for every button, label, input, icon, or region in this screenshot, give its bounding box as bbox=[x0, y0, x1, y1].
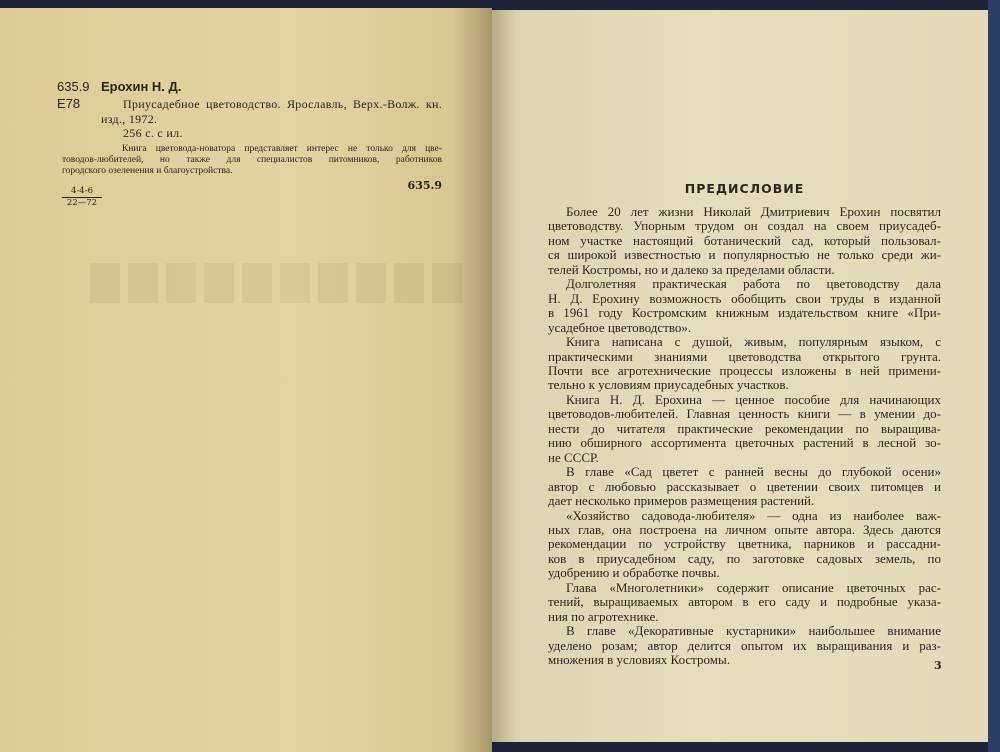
text-line: рекомендации по устройству цветника, парников и рассадни- bbox=[548, 536, 941, 552]
text-line: телей Костромы, но и далеко за пределами области. bbox=[548, 261, 835, 277]
text-line: тений, выращиваемых автором в его саду и подробные указа- bbox=[548, 594, 941, 610]
code-top: 4-4-6 bbox=[62, 186, 102, 198]
text-line: не СССР. bbox=[548, 449, 599, 465]
annotation-line: Книга цветовода-новатора представляет интерес не только для цве- bbox=[122, 144, 442, 154]
text-line: цветоводов-любителей. Главная ценность книги — в умении до- bbox=[548, 406, 941, 422]
text-line: Н. Д. Ерохину возможность обобщить свои труды в изданной bbox=[548, 290, 941, 306]
text-line: Более 20 лет жизни Николай Дмитриевич Ерохин посвятил bbox=[566, 204, 941, 219]
bleed-through-title bbox=[90, 263, 470, 303]
text-line: ном участке настоящий ботанический сад, который пользовал- bbox=[548, 232, 941, 248]
paragraph bbox=[548, 277, 941, 335]
classification-bottom: 635.9 bbox=[407, 179, 442, 192]
text-line: уделено розам; автор делится опытом их выращивания и раз- bbox=[548, 637, 941, 653]
text-line: «Хозяйство садовода-любителя» — одна из наиболее важ- bbox=[566, 507, 941, 523]
text-line: в 1961 году Костромским книжным издательством книге «При- bbox=[548, 305, 941, 321]
paragraph bbox=[548, 393, 941, 465]
text-line: нести до читателя практические рекомендации по выращива- bbox=[548, 420, 941, 436]
catalog-card bbox=[57, 78, 442, 208]
classification: 635.9 bbox=[57, 79, 90, 94]
code-bottom: 22—72 bbox=[66, 198, 98, 208]
page-number: 3 bbox=[934, 659, 942, 672]
text-line: Долголетняя практическая работа по цветоводству дала bbox=[566, 276, 941, 292]
text-line: Книга написана с душой, живым, популярным языком, с bbox=[566, 334, 941, 350]
preface-text bbox=[548, 205, 941, 668]
text-line: практическими знаниями цветоводства открытого грунта. bbox=[548, 348, 941, 364]
text-line: цветоводству. Упорным трудом он создал на своем приусадеб- bbox=[548, 218, 941, 234]
title-line: изд., 1972. bbox=[101, 112, 158, 126]
text-line: дает несколько примеров размещения растений. bbox=[548, 493, 815, 509]
text-line: ся широкой известностью и популярностью не только среди жи- bbox=[548, 247, 941, 263]
annotation-line: товодов-любителей, но также для специалистов питомников, работников bbox=[62, 155, 442, 165]
paragraph bbox=[548, 465, 941, 508]
annotation-line: городского озеленения и благоустройства. bbox=[62, 166, 233, 176]
text-line: В главе «Сад цветет с ранней весны до глубокой осени» bbox=[566, 464, 941, 480]
text-line: автор с любовью рассказывает о цветении своих питомцев и bbox=[548, 478, 941, 494]
preface-heading: ПРЕДИСЛОВИЕ bbox=[684, 181, 805, 196]
author: Ерохин Н. Д. bbox=[101, 79, 182, 94]
text-line: множения в условиях Костромы. bbox=[548, 652, 730, 668]
catalog-code bbox=[62, 186, 102, 209]
paragraph bbox=[548, 624, 941, 667]
text-line: Глава «Многолетники» содержит описание цветочных рас- bbox=[566, 579, 941, 595]
text-line: ков в приусадебном саду, по заготовке садовых земель, по bbox=[548, 550, 941, 566]
text-line: удобрению и обработке почвы. bbox=[548, 565, 720, 581]
text-line: ных глав, она построена на личном опыте автора. Здесь даются bbox=[548, 521, 941, 537]
text-line: В главе «Декоративные кустарники» наибольшее внимание bbox=[566, 623, 941, 639]
paragraph bbox=[548, 335, 941, 393]
text-line: Книга Н. Д. Ерохина — ценное пособие для начинающих bbox=[566, 391, 941, 407]
book-cover-edge bbox=[988, 0, 1000, 752]
text-line: тельно к условиям приусадебных участков. bbox=[548, 377, 789, 393]
pages: 256 с. с ил. bbox=[123, 126, 183, 140]
text-line: усадебное цветоводство». bbox=[548, 319, 692, 335]
paragraph bbox=[548, 205, 941, 277]
text-line: ния по агротехнике. bbox=[548, 608, 659, 624]
paragraph bbox=[548, 581, 941, 624]
author-mark: Е78 bbox=[57, 96, 81, 111]
text-line: Почти все агротехнические процессы изложены в ней примени- bbox=[548, 362, 941, 378]
paragraph bbox=[548, 509, 941, 581]
text-line: нию обширного ассортимента цветочных растений в лесной зо- bbox=[548, 435, 941, 451]
title-line: Приусадебное цветоводство. Ярославль, Верх.-Волж. кн. bbox=[123, 97, 442, 111]
